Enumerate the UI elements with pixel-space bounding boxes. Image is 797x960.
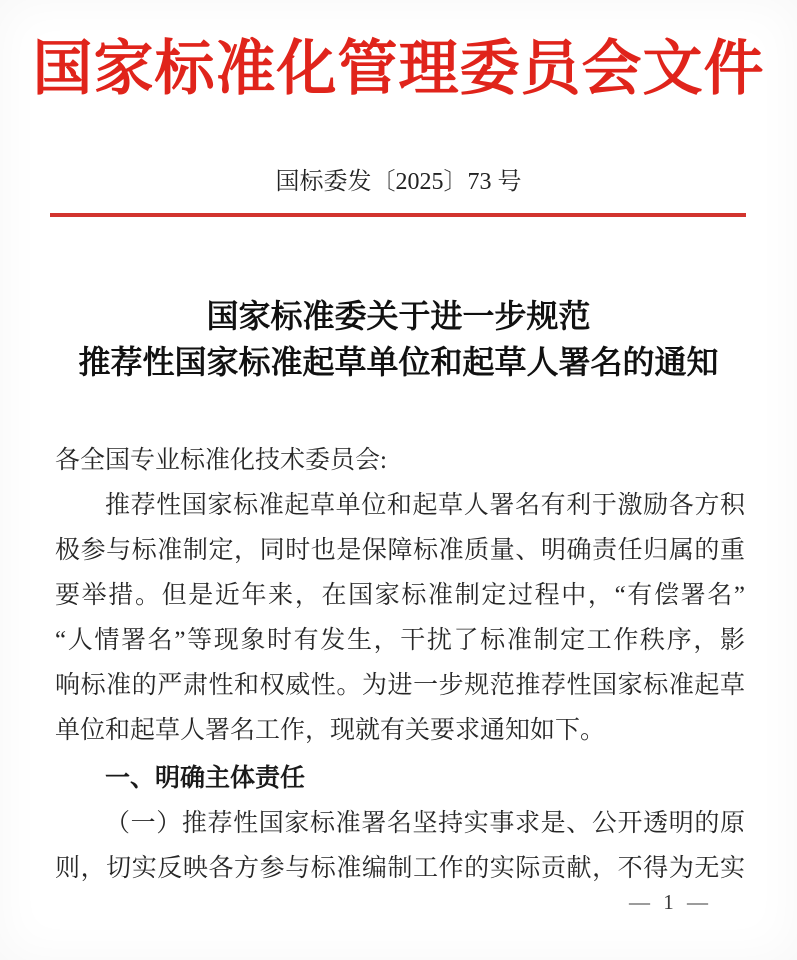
paragraph2-line: （一）推荐性国家标准署名坚持实事求是、公开透明的原 (105, 810, 745, 837)
letterhead-title: 国家标准化管理委员会文件 (32, 36, 765, 102)
document-title-line2: 推荐性国家标准起草单位和起草人署名的通知 (78, 344, 719, 380)
document-title (0, 293, 797, 385)
document-body (55, 438, 745, 891)
salutation-line: 各全国专业标准化技术委员会: (55, 447, 387, 474)
page-number: — 1 — (629, 890, 712, 914)
document-title-line1: 国家标准委关于进一步规范 (206, 298, 591, 334)
paragraph1-line: 单位和起草人署名工作，现就有关要求通知如下。 (55, 717, 606, 744)
paragraph2-line: 则，切实反映各方参与标准编制工作的实际贡献，不得为无实 (55, 855, 745, 882)
red-rule-divider (50, 213, 746, 217)
document-number: 国标委发〔2025〕73 号 (275, 169, 522, 195)
paragraph1-line: 响标准的严肃性和权威性。为进一步规范推荐性国家标准起草 (55, 672, 745, 699)
paragraph1-line: 要举措。但是近年来，在国家标准制定过程中，“有偿署名” (55, 582, 745, 609)
paragraph1-line: 推荐性国家标准起草单位和起草人署名有利于激励各方积 (105, 492, 745, 519)
paragraph1-line: 极参与标准制定，同时也是保障标准质量、明确责任归属的重 (55, 537, 745, 564)
paragraph1-line: “人情署名”等现象时有发生，干扰了标准制定工作秩序，影 (55, 627, 745, 654)
section1-heading: 一、明确主体责任 (105, 764, 306, 792)
